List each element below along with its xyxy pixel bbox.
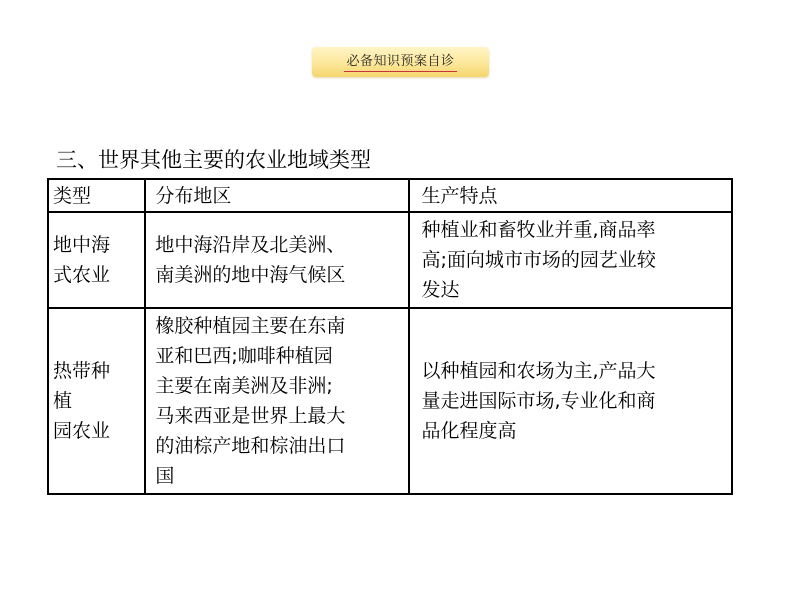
header-type: 类型: [48, 179, 145, 212]
cell-type-text: 地中海 式农业: [53, 234, 111, 286]
table-header-row: [48, 179, 732, 212]
cell-distribution-text: 地中海沿岸及北美洲、 南美洲的地中海气候区: [155, 234, 346, 286]
table-row: [48, 212, 732, 308]
cell-type-text: 热带种 植 园农业: [53, 360, 111, 442]
badge-label: 必备知识预案自诊: [344, 53, 456, 72]
cell-features: [409, 212, 732, 308]
cell-features-text: 以种植园和农场为主,产品大 量走进国际市场,专业化和商 品化程度高: [421, 360, 656, 442]
header-features: 生产特点: [409, 179, 732, 212]
cell-type: [48, 308, 145, 494]
table-row: [48, 308, 732, 494]
section-title: 三、世界其他主要的农业地域类型: [56, 148, 371, 172]
agriculture-types-table: [47, 178, 733, 495]
cell-type: [48, 212, 145, 308]
section-badge: [312, 47, 489, 77]
cell-distribution-text: 橡胶种植园主要在东南 亚和巴西;咖啡种植园 主要在南美洲及非洲; 马来西亚是世界上最大 的油棕产地和棕油出口 国: [155, 315, 346, 487]
cell-distribution: [145, 212, 408, 308]
cell-features-text: 种植业和畜牧业并重,商品率 高;面向城市市场的园艺业较 发达: [421, 219, 656, 301]
cell-distribution: [145, 308, 408, 494]
header-distribution: 分布地区: [145, 179, 408, 212]
cell-features: [409, 308, 732, 494]
